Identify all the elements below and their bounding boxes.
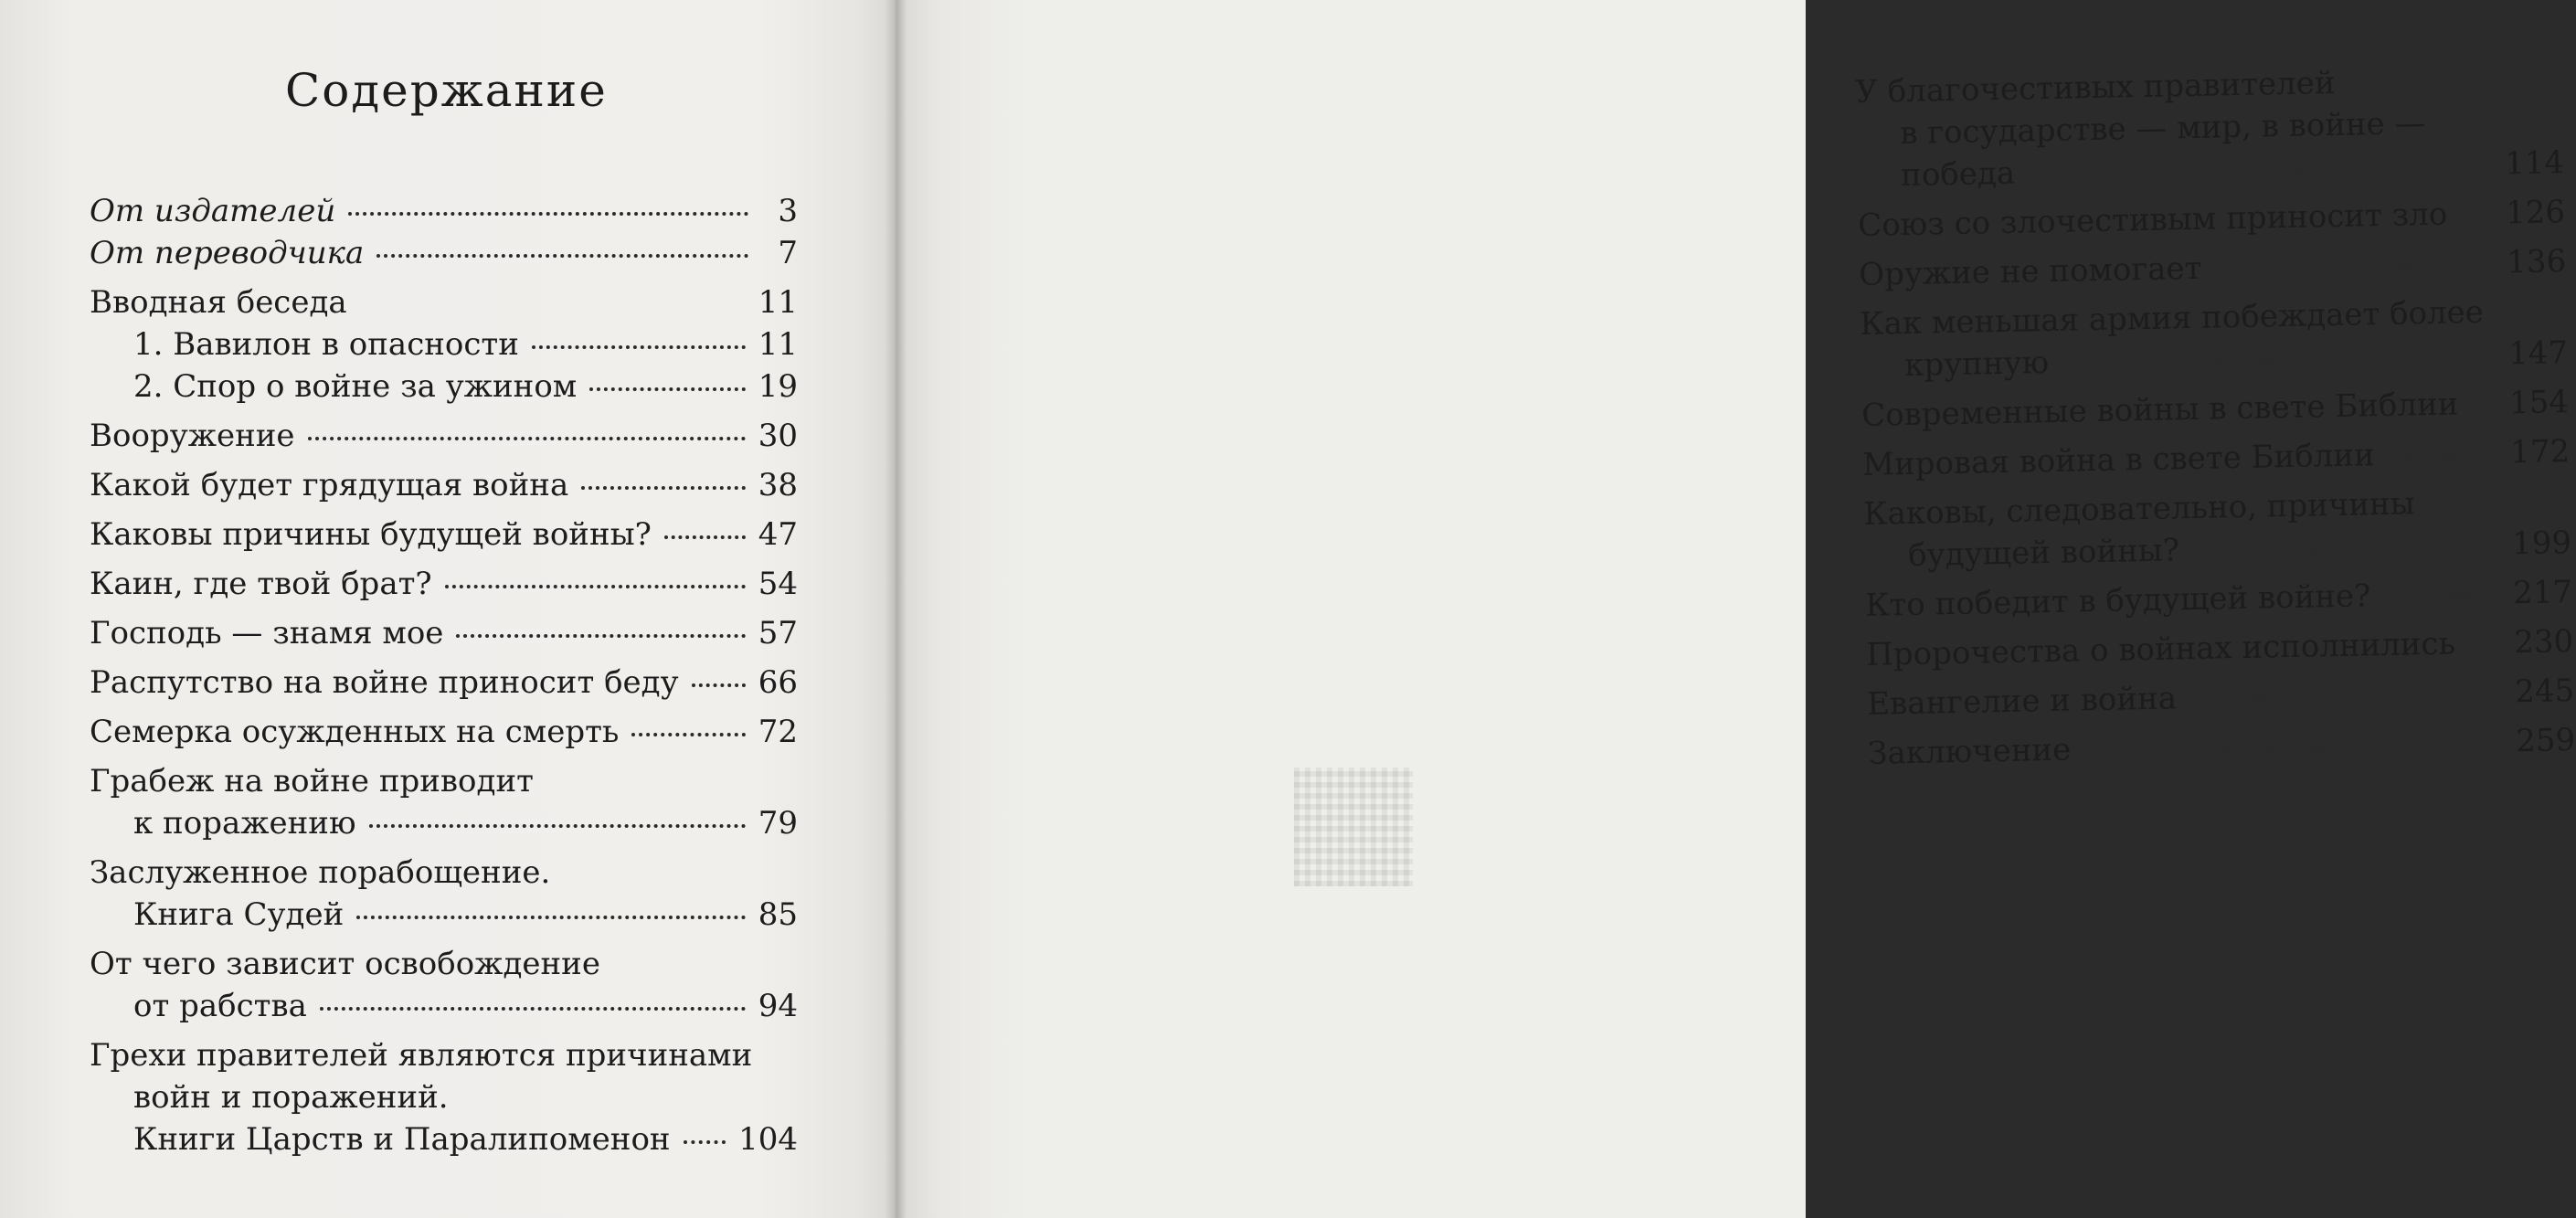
toc-entry-title: к поражению: [133, 805, 356, 842]
toc-entry-title: Вооружение: [90, 418, 295, 454]
toc-entry-title: Пророчества о войнах исполнились: [1865, 625, 2456, 673]
dot-leader: [2388, 453, 2498, 460]
toc-entry-title: в государстве — мир, в войне —: [1899, 105, 2426, 153]
toc-entry-title: Союз со злочестивым приносит зло: [1857, 196, 2448, 244]
toc-entry-title: будущей войны?: [1907, 532, 2180, 574]
toc-entry-title: Оружие не помогает: [1858, 249, 2202, 293]
toc-page-number: 259: [2515, 722, 2576, 760]
toc-entry-title: войн и поражений.: [133, 1079, 449, 1116]
dot-leader: [2468, 643, 2501, 649]
toc-page-number: 114: [2504, 144, 2565, 183]
toc-entry: [1863, 480, 2572, 577]
toc-entry-line: [90, 802, 798, 844]
toc-entry: [1855, 58, 2565, 197]
toc-page-number: 147: [2507, 334, 2569, 373]
toc-page-number: 79: [758, 805, 798, 842]
dot-leader: [356, 915, 745, 919]
toc-entry-line: [90, 232, 798, 274]
book-gutter: [885, 0, 906, 1218]
dot-leader: [2460, 214, 2493, 219]
toc-entry-title: У благочестивых правителей: [1855, 64, 2336, 111]
toc-page-number: 154: [2508, 384, 2570, 422]
toc-entry-title: Евангелие и война: [1866, 680, 2178, 723]
dot-leader: [376, 253, 748, 258]
toc-entry-line: [1867, 670, 2575, 726]
dot-leader: [581, 485, 746, 490]
toc-entry: [90, 514, 798, 556]
toc-entry-line: [90, 760, 798, 802]
toc-entry-line: [90, 365, 798, 408]
toc-page-number: 38: [758, 467, 798, 503]
toc-left-column: [90, 190, 798, 1160]
toc-entry: [1866, 620, 2574, 676]
dot-leader: [445, 584, 746, 588]
toc-page-number: 245: [2514, 673, 2575, 711]
toc-entry: [90, 760, 798, 844]
toc-entry-title: Каковы, следовательно, причины: [1862, 485, 2416, 533]
dot-leader: [2192, 545, 2499, 555]
toc-entry: [90, 281, 798, 323]
dot-leader: [308, 436, 746, 440]
toc-entry: [90, 365, 798, 408]
toc-entry-line: [1866, 620, 2574, 676]
toc-entry: [1867, 670, 2575, 726]
toc-entry-line: [1868, 719, 2576, 775]
toc-entry-line: [90, 894, 798, 936]
toc-entry-line: [90, 1118, 798, 1160]
toc-entry: [90, 852, 798, 936]
toc-page-number: 94: [758, 988, 798, 1024]
toc-entry-title: Как меньшая армия побеждает более: [1859, 293, 2485, 343]
toc-entry: [1860, 290, 2569, 387]
toc-entry-title: Вводная беседа: [90, 284, 347, 321]
toc-entry-title: Распутство на войне приносит беду: [90, 664, 679, 701]
toc-entry-line: [90, 514, 798, 556]
toc-entry-line: [90, 1034, 798, 1076]
toc-entry-title: Книги Царств и Паралипоменон: [133, 1121, 671, 1158]
toc-entry-title: от рабства: [133, 988, 307, 1024]
dot-leader: [2471, 404, 2496, 409]
toc-entry-title: Грабеж на войне приводит: [90, 763, 534, 800]
toc-entry-line: [90, 852, 798, 894]
toc-entry-line: [1865, 571, 2573, 627]
toc-entry-title: Кто победит в будущей войне?: [1864, 577, 2371, 624]
toc-page-number: 217: [2512, 574, 2573, 612]
toc-page-number: 19: [758, 368, 798, 405]
toc-entry: [90, 415, 798, 457]
toc-entry-title: От издателей: [90, 193, 336, 229]
toc-page-number: 7: [778, 235, 798, 271]
toc-entry: [90, 563, 798, 605]
dot-leader: [684, 1139, 726, 1144]
toc-page-number: 85: [758, 896, 798, 933]
toc-entry-title: Каин, где твой брат?: [90, 566, 432, 602]
toc-title: Содержание: [285, 64, 608, 117]
dot-leader: [320, 1006, 746, 1011]
toc-entry-line: [90, 464, 798, 506]
toc-entry: [90, 662, 798, 704]
toc-right-column: [1855, 58, 2576, 775]
toc-entry-line: [90, 1076, 798, 1118]
toc-page-number: 136: [2506, 243, 2567, 281]
toc-entry: [1858, 191, 2566, 247]
toc-entry-title: крупную: [1903, 344, 2050, 385]
toc-entry-title: Мировая война в свете Библии: [1861, 437, 2375, 483]
toc-entry-line: [90, 415, 798, 457]
toc-entry-line: [1858, 191, 2566, 247]
toc-entry-title: Семерка осужденных на смерть: [90, 714, 620, 750]
toc-entry-line: [1859, 240, 2567, 296]
toc-entry-line: [1862, 430, 2571, 486]
dot-leader: [348, 211, 748, 216]
toc-entry-title: Книга Судей: [133, 896, 345, 933]
toc-entry-line: [90, 985, 798, 1027]
toc-entry-line: [90, 711, 798, 753]
dot-leader: [456, 633, 745, 638]
toc-page-number: 11: [758, 326, 798, 363]
toc-entry: [90, 711, 798, 753]
toc-entry-title: Современные войны в свете Библии: [1860, 386, 2459, 434]
dot-leader: [369, 823, 746, 828]
toc-entry-title: 1. Вавилон в опасности: [133, 326, 519, 363]
toc-entry-title: Каковы причины будущей войны?: [90, 516, 652, 553]
toc-page-number: 104: [738, 1121, 798, 1158]
toc-entry-line: [90, 612, 798, 654]
toc-entry: [90, 1034, 798, 1160]
toc-page-number: 172: [2509, 433, 2571, 471]
dot-leader: [532, 344, 746, 349]
dot-leader: [360, 302, 746, 307]
toc-entry-line: [90, 563, 798, 605]
dot-leader: [664, 535, 746, 539]
dot-leader: [2028, 164, 2492, 178]
toc-entry-title: Заслуженное порабощение.: [90, 854, 551, 891]
toc-entry: [90, 612, 798, 654]
toc-page-number: 3: [778, 193, 798, 229]
dot-leader: [692, 683, 746, 687]
dot-leader: [589, 387, 745, 391]
toc-page-number: 230: [2513, 623, 2574, 662]
left-page: [0, 0, 894, 1218]
toc-entry: [90, 464, 798, 506]
toc-entry-line: [90, 281, 798, 323]
toc-entry-line: [90, 943, 798, 985]
toc-entry-line: [90, 662, 798, 704]
toc-page-number: 47: [758, 516, 798, 553]
toc-page-number: 30: [758, 418, 798, 454]
toc-entry: [90, 232, 798, 274]
toc-page-number: 66: [758, 664, 798, 701]
toc-entry-line: [1861, 381, 2570, 437]
toc-entry-title: Какой будет грядущая война: [90, 467, 569, 503]
toc-entry-title: Грехи правителей являются причинами: [90, 1037, 753, 1074]
toc-entry: [1861, 381, 2570, 437]
toc-entry-title: победа: [1900, 154, 2016, 195]
toc-entry-title: Заключение: [1867, 731, 2072, 772]
dot-leader: [2189, 693, 2502, 704]
toc-entry: [90, 190, 798, 232]
toc-entry-title: От чего зависит освобождение: [90, 946, 600, 982]
toc-entry: [90, 943, 798, 1027]
toc-entry-title: 2. Спор о войне за ужином: [133, 368, 578, 405]
toc-page-number: 11: [758, 284, 798, 321]
toc-entry-title: Господь — знамя мое: [90, 615, 444, 651]
dot-leader: [2083, 742, 2503, 755]
dot-leader: [631, 732, 745, 736]
toc-entry-line: [90, 323, 798, 365]
show-through-qr-code: [1294, 768, 1413, 886]
toc-page-number: 199: [2511, 524, 2572, 563]
toc-entry: [1862, 430, 2571, 486]
toc-entry: [1865, 571, 2573, 627]
toc-entry: [1859, 240, 2567, 296]
toc-page-number: 57: [758, 615, 798, 651]
right-page: [894, 0, 2576, 1218]
toc-entry: [1868, 719, 2576, 775]
toc-entry-title: От переводчика: [90, 235, 365, 271]
toc-page-number: 126: [2505, 194, 2566, 232]
dot-leader: [2383, 594, 2500, 600]
toc-entry: [90, 323, 798, 365]
toc-page-number: 54: [758, 566, 798, 602]
dot-leader: [2214, 263, 2494, 273]
toc-entry-line: [90, 190, 798, 232]
toc-page-number: 72: [758, 714, 798, 750]
dot-leader: [2062, 355, 2496, 367]
